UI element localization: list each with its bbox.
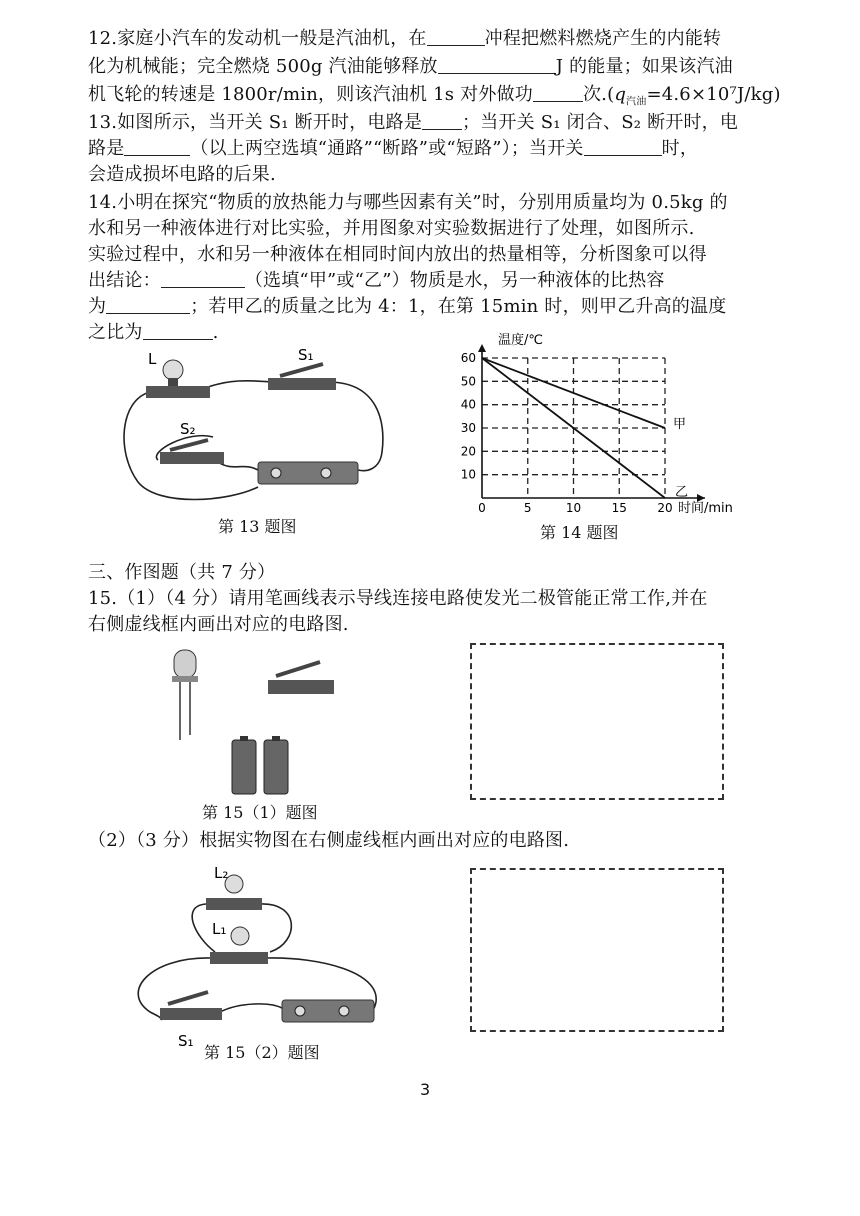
fig14-caption: 第 14 题图: [540, 523, 619, 542]
q15-1-line-1: 15.（1）（4 分）请用笔画线表示导线连接电路使发光二极管能正常工作,并在: [88, 588, 708, 609]
lamp-label: L: [148, 350, 157, 368]
series-label: 甲: [673, 417, 687, 432]
switch-s2-label: S₂: [180, 420, 196, 438]
switch-lever: [276, 662, 320, 676]
q12-blank-2[interactable]: [438, 55, 556, 74]
battery-terminal-icon: [240, 736, 248, 741]
q-value: =4.6×10⁷J/kg): [646, 84, 781, 105]
q13-blank-2[interactable]: [124, 137, 190, 156]
lamp-l2-label: L₂: [214, 864, 229, 882]
fig13-circuit-illustration: [118, 342, 398, 510]
y-tick-label: 60: [460, 351, 476, 365]
y-tick-label: 30: [460, 421, 476, 435]
chart-series: [482, 358, 688, 500]
q12-blank-3[interactable]: [533, 83, 583, 102]
section-heading: 三、作图题（共 7 分）: [88, 562, 276, 583]
q13-line-3: 会造成损坏电路的后果.: [88, 164, 276, 185]
lamp-base: [146, 386, 210, 398]
fig15-2-circuit-illustration: [130, 862, 400, 1050]
q14-line-5: [88, 294, 726, 320]
lamp-l1-bulb-icon: [231, 927, 249, 945]
battery-cell-icon: [264, 740, 288, 794]
switch-s1-lever: [280, 364, 323, 376]
q14-line-1: 14.小明在探究“物质的放热能力与哪些因素有关”时，分别用质量均为 0.5kg 的: [88, 192, 728, 213]
switch-s1-base: [160, 1008, 222, 1020]
q13-text: 路是: [88, 138, 125, 159]
q14-text: 为: [88, 296, 107, 317]
switch-s1-base: [268, 378, 336, 390]
chart-ticks: [461, 351, 673, 515]
q14-blank-1[interactable]: [161, 269, 245, 288]
q14-text: 出结论：: [88, 270, 161, 291]
q12-text: 冲程把燃料燃烧产生的内能转: [484, 28, 722, 49]
wire: [208, 381, 278, 387]
lamp-l1-base: [210, 952, 268, 964]
lamp-l2-base: [206, 898, 262, 910]
q-symbol: q: [614, 84, 627, 105]
x-tick-label: 20: [657, 501, 673, 515]
switch-s2-base: [160, 452, 224, 464]
battery-terminal-icon: [321, 468, 331, 478]
led-icon: [174, 650, 196, 678]
q12-line-2: [88, 54, 733, 80]
x-tick-label: 10: [565, 501, 582, 515]
x-tick-label: 0: [478, 501, 486, 515]
q15-2-line-1: （2）（3 分）根据实物图在右侧虚线框内画出对应的电路图.: [88, 830, 570, 851]
wire: [220, 1004, 282, 1012]
q14-text: ；若甲乙的质量之比为 4：1，在第 15min 时，则甲乙升高的温度: [190, 296, 727, 317]
y-tick-label: 20: [460, 444, 476, 459]
series-label: 乙: [675, 485, 689, 500]
q12-text: J 的能量；如果该汽油: [555, 56, 733, 77]
q12-text: 化为机械能；完全燃烧 500g 汽油能够释放: [88, 56, 438, 77]
page-number: 3: [420, 1080, 431, 1099]
switch-s1-lever: [168, 992, 208, 1004]
battery-terminal-icon: [271, 468, 281, 478]
q14-text: 之比为: [88, 322, 143, 343]
q15-1-line-2: 右侧虚线框内画出对应的电路图.: [88, 614, 349, 635]
y-tick-label: 10: [460, 467, 476, 482]
fig14-temperature-chart: [440, 330, 750, 530]
q12-line-1: [88, 26, 721, 52]
switch-s1-label: S₁: [298, 346, 314, 364]
q14-text: .: [212, 322, 219, 343]
q14-line-2: 水和另一种液体进行对比实验，并用图象对实验数据进行了处理，如图所示.: [88, 218, 695, 239]
q13-text: 13.如图所示，当开关 S₁ 断开时，电路是: [88, 112, 423, 133]
q12-text: 机飞轮的转速是 1800r/min，则该汽油机 1s 对外做功: [88, 84, 533, 105]
q12-blank-1[interactable]: [427, 27, 485, 46]
battery-terminal-icon: [295, 1006, 305, 1016]
x-tick-label: 15: [611, 501, 627, 515]
chart-x-axis-label: 时间/min: [678, 501, 733, 516]
q12-text: 12.家庭小汽车的发动机一般是汽油机，在: [88, 28, 427, 49]
fig15-1-caption: 第 15（1）题图: [202, 803, 318, 822]
y-axis-arrow: [478, 344, 486, 352]
q-subscript: 汽油: [626, 96, 647, 108]
lamp-bulb-icon: [163, 360, 183, 380]
answer-box-15-1[interactable]: [470, 643, 724, 800]
switch-base: [268, 680, 334, 694]
switch-s1-label: S₁: [178, 1032, 194, 1050]
fig13-caption: 第 13 题图: [218, 517, 297, 536]
battery-terminal-icon: [272, 736, 280, 741]
fig15-2-caption: 第 15（2）题图: [204, 1043, 320, 1062]
q14-blank-3[interactable]: [143, 321, 213, 340]
lamp-socket: [168, 378, 178, 386]
q13-blank-1[interactable]: [422, 111, 462, 130]
y-tick-label: 50: [460, 374, 476, 389]
chart-axes: [478, 344, 705, 502]
wire: [328, 382, 383, 471]
chart-y-axis-label: 温度/℃: [498, 333, 543, 348]
q13-blank-3[interactable]: [584, 137, 662, 156]
wire: [260, 904, 291, 952]
x-tick-label: 5: [523, 501, 532, 515]
q14-line-4: [88, 268, 665, 294]
q13-line-2: [88, 136, 698, 162]
q12-text: 次.(: [582, 84, 615, 105]
lamp-l1-label: L₁: [212, 920, 227, 938]
fig15-1-components: [160, 640, 340, 800]
q14-line-3: 实验过程中，水和另一种液体在相同时间内放出的热量相等，分析图象可以得: [88, 244, 707, 265]
y-tick-label: 40: [460, 397, 476, 412]
q13-text: （以上两空选填“通路”“断路”或“短路”）；当开关: [190, 138, 584, 159]
q14-blank-2[interactable]: [106, 295, 190, 314]
battery-terminal-icon: [339, 1006, 349, 1016]
q14-text: （选填“甲”或“乙”）物质是水，另一种液体的比热容: [244, 270, 665, 291]
q13-line-1: [88, 110, 738, 136]
answer-box-15-2[interactable]: [470, 868, 724, 1032]
q13-text: 时，: [661, 138, 699, 159]
q13-text: ；当开关 S₁ 闭合、S₂ 断开时，电: [462, 112, 739, 133]
battery-cell-icon: [232, 740, 256, 794]
led-rim: [172, 676, 198, 682]
